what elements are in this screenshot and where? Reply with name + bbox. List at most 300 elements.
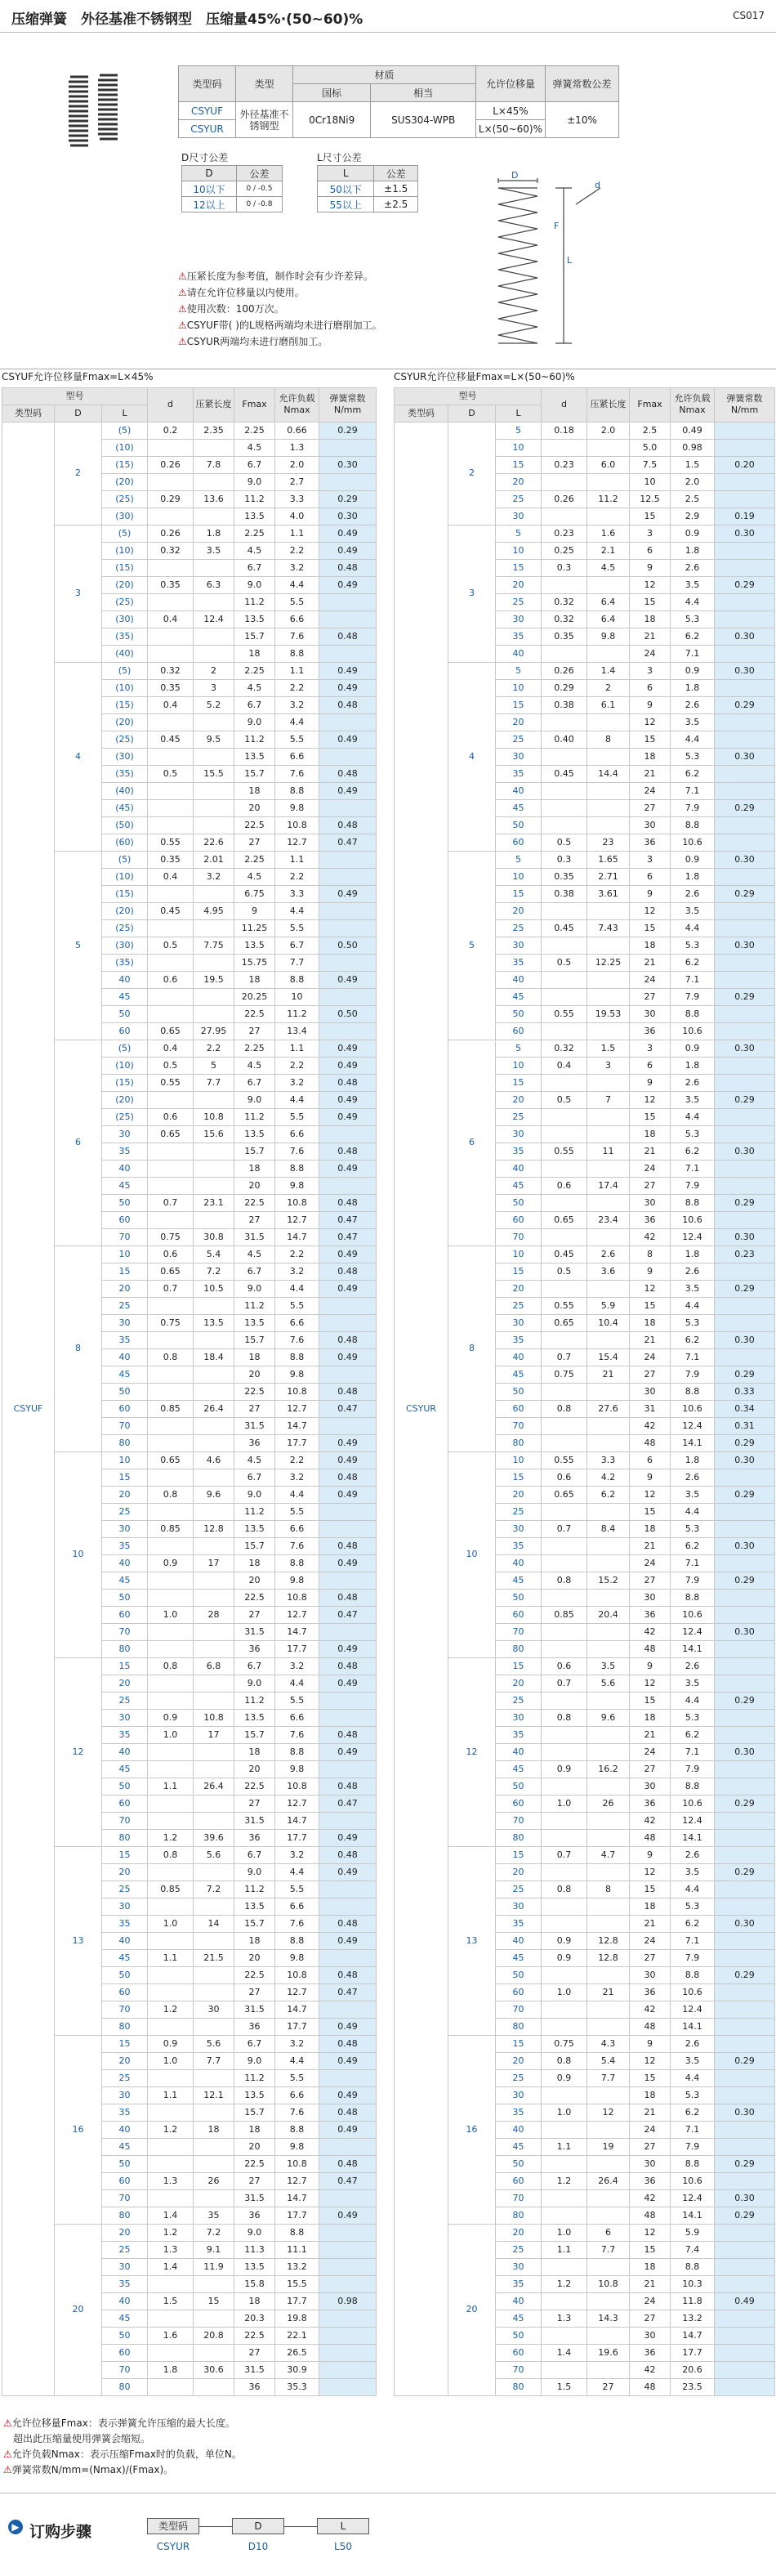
fmax-cell: 12 xyxy=(630,2052,671,2069)
nmax-cell: 5.3 xyxy=(671,1709,715,1726)
nmax-cell: 8.8 xyxy=(671,1778,715,1795)
spring-const-cell: 0.48 xyxy=(319,1966,377,1983)
wire-d-cell xyxy=(148,1623,194,1640)
wire-d-cell: 0.8 xyxy=(542,1881,587,1898)
nmax-cell: 7.9 xyxy=(671,1366,715,1383)
svg-text:F: F xyxy=(554,221,560,231)
spring-const-cell: 0.33 xyxy=(715,1383,775,1400)
fmax-cell: 15 xyxy=(630,1881,671,1898)
fmax-cell: 6.7 xyxy=(234,1657,275,1675)
solid-length-cell xyxy=(194,1983,234,2001)
csyur-table xyxy=(394,387,775,2396)
fmax-cell: 18 xyxy=(234,1743,275,1760)
d-tol-table xyxy=(181,165,283,212)
wire-d-cell: 0.7 xyxy=(542,1675,587,1692)
l-size-cell: 45 xyxy=(496,799,542,816)
solid-length-cell xyxy=(194,713,234,731)
l-size-cell: 70 xyxy=(102,1417,148,1434)
l-size-cell: (15) xyxy=(102,1074,148,1091)
l-tol-val: ±2.5 xyxy=(374,197,418,212)
fmax-cell: 42 xyxy=(630,1417,671,1434)
l-size-cell: 20 xyxy=(102,1280,148,1297)
wire-d-cell xyxy=(148,988,194,1005)
spring-const-cell xyxy=(715,1074,775,1091)
solid-length-cell: 2.01 xyxy=(194,851,234,868)
solid-length-cell: 26.4 xyxy=(194,1778,234,1795)
fmax-cell: 13.5 xyxy=(234,1898,275,1915)
fmax-cell: 27 xyxy=(630,1177,671,1194)
wire-d-cell xyxy=(148,1503,194,1520)
l-size-cell: 70 xyxy=(102,1623,148,1640)
spring-const-cell xyxy=(715,1263,775,1280)
wire-d-cell: 0.35 xyxy=(542,628,587,645)
l-tol-row: 55以上 xyxy=(318,197,374,212)
spring-const-cell xyxy=(715,1640,775,1657)
nmax-cell: 10.6 xyxy=(671,1795,715,1812)
l-size-cell: 30 xyxy=(102,2086,148,2104)
table-row xyxy=(395,2035,775,2052)
fmax-cell: 36 xyxy=(234,1829,275,1846)
nmax-cell: 8.8 xyxy=(671,2258,715,2275)
svg-text:L: L xyxy=(567,255,573,266)
l-size-cell: (5) xyxy=(102,851,148,868)
wire-d-cell: 1.1 xyxy=(148,1778,194,1795)
solid-length-cell: 15 xyxy=(194,2292,234,2310)
nmax-cell: 10.8 xyxy=(275,1383,319,1400)
nmax-cell: 5.5 xyxy=(275,1297,319,1314)
fmax-cell: 20 xyxy=(234,1177,275,1194)
l-size-cell: 25 xyxy=(496,1881,542,1898)
wire-d-cell: 0.8 xyxy=(148,1657,194,1675)
l-size-cell: 35 xyxy=(496,1915,542,1932)
l-size-cell: 20 xyxy=(496,1486,542,1503)
d-tol-title: D尺寸公差 xyxy=(181,152,229,163)
l-size-cell: 35 xyxy=(496,2275,542,2292)
wire-d-cell: 0.55 xyxy=(542,1297,587,1314)
l-size-cell: (10) xyxy=(102,542,148,559)
solid-length-cell: 12.8 xyxy=(194,1520,234,1537)
wire-d-cell: 0.38 xyxy=(542,696,587,713)
l-size-cell: 45 xyxy=(496,1572,542,1589)
solid-length-cell: 2 xyxy=(194,662,234,679)
l-size-cell: 30 xyxy=(496,937,542,954)
nmax-cell: 7.4 xyxy=(671,2241,715,2258)
nmax-cell: 7.6 xyxy=(275,765,319,782)
nmax-cell: 10.6 xyxy=(671,2172,715,2189)
l-size-cell: 15 xyxy=(102,1657,148,1675)
wire-d-cell: 1.0 xyxy=(542,2224,587,2241)
solid-length-cell: 23 xyxy=(587,834,630,851)
solid-length-cell: 5.4 xyxy=(587,2052,630,2069)
d-tol-h2: 公差 xyxy=(236,166,282,181)
th-solid: 压紧长度 xyxy=(587,388,630,423)
wire-d-cell: 0.9 xyxy=(148,2035,194,2052)
nmax-cell: 9.8 xyxy=(275,2138,319,2155)
spring-const-cell: 0.48 xyxy=(319,1074,377,1091)
nmax-cell: 3.3 xyxy=(275,490,319,508)
l-size-cell: 20 xyxy=(496,902,542,919)
th-k: 弹簧常数N/mm xyxy=(319,388,377,423)
l-size-cell: 50 xyxy=(496,2155,542,2172)
nmax-cell: 3.5 xyxy=(671,713,715,731)
nmax-cell: 2.6 xyxy=(671,696,715,713)
solid-length-cell: 2.6 xyxy=(587,1246,630,1263)
nmax-cell: 3.5 xyxy=(671,576,715,593)
l-size-cell: 60 xyxy=(496,2344,542,2361)
l-size-cell: 35 xyxy=(496,628,542,645)
l-size-cell: 25 xyxy=(496,1503,542,1520)
fmax-cell: 36 xyxy=(630,1606,671,1623)
wire-d-cell xyxy=(542,1589,587,1606)
wire-d-cell xyxy=(542,1623,587,1640)
nmax-cell: 7.1 xyxy=(671,1348,715,1366)
l-size-cell: 50 xyxy=(496,1194,542,1211)
spring-const-cell xyxy=(715,713,775,731)
fmax-cell: 15 xyxy=(630,731,671,748)
fmax-cell: 12 xyxy=(630,1091,671,1108)
spring-const-cell xyxy=(319,1949,377,1966)
l-size-cell: 35 xyxy=(102,1331,148,1348)
fmax-cell: 13.5 xyxy=(234,748,275,765)
spring-const-cell xyxy=(715,1348,775,1366)
spring-const-cell xyxy=(715,1949,775,1966)
nmax-cell: 5.5 xyxy=(275,1108,319,1125)
solid-length-cell xyxy=(587,2258,630,2275)
spring-const-cell: 0.49 xyxy=(319,1743,377,1760)
nmax-cell: 7.1 xyxy=(671,1160,715,1177)
l-size-cell: 60 xyxy=(102,1795,148,1812)
d-tol-row: 12以上 xyxy=(182,197,237,212)
wire-d-cell xyxy=(148,1091,194,1108)
fmax-cell: 21 xyxy=(630,1537,671,1554)
solid-length-cell: 6.8 xyxy=(194,1657,234,1675)
l-size-cell: 20 xyxy=(496,576,542,593)
l-size-cell: 10 xyxy=(496,868,542,885)
fmax-cell: 9.0 xyxy=(234,1675,275,1692)
l-size-cell: 80 xyxy=(102,2018,148,2035)
nmax-cell: 12.4 xyxy=(671,1228,715,1246)
fmax-cell: 3 xyxy=(630,851,671,868)
nmax-cell: 6.6 xyxy=(275,1709,319,1726)
solid-length-cell xyxy=(194,954,234,971)
l-size-cell: (5) xyxy=(102,1040,148,1057)
nmax-cell: 1.3 xyxy=(275,439,319,456)
th-solid: 压紧长度 xyxy=(194,388,234,423)
nmax-cell: 11.8 xyxy=(671,2292,715,2310)
wire-d-cell xyxy=(148,473,194,490)
spring-const-cell xyxy=(715,1057,775,1074)
nmax-cell: 5.5 xyxy=(275,593,319,610)
l-size-cell: 35 xyxy=(496,1331,542,1348)
fmax-cell: 27 xyxy=(234,834,275,851)
nmax-cell: 6.6 xyxy=(275,1898,319,1915)
solid-length-cell xyxy=(587,473,630,490)
l-size-cell: 5 xyxy=(496,525,542,542)
fmax-cell: 27 xyxy=(234,1211,275,1228)
fmax-cell: 11.2 xyxy=(234,593,275,610)
wire-d-cell: 0.65 xyxy=(148,1022,194,1040)
wire-d-cell xyxy=(148,2378,194,2395)
th-model: 型号 xyxy=(2,388,148,405)
solid-length-cell xyxy=(194,2310,234,2327)
nmax-cell: 7.1 xyxy=(671,782,715,799)
wire-d-cell: 0.8 xyxy=(542,1572,587,1589)
spring-const-cell xyxy=(715,542,775,559)
nmax-cell: 10.8 xyxy=(275,1589,319,1606)
nmax-cell: 9.8 xyxy=(275,1572,319,1589)
spring-const-cell xyxy=(715,1812,775,1829)
th-nmax: 允许负载Nmax xyxy=(275,388,319,423)
national-value: 0Cr18Ni9 xyxy=(293,102,371,138)
spring-const-cell xyxy=(319,748,377,765)
solid-length-cell xyxy=(587,1915,630,1932)
solid-length-cell: 5 xyxy=(194,1057,234,1074)
fmax-cell: 36 xyxy=(234,2378,275,2395)
fmax-cell: 30 xyxy=(630,1589,671,1606)
l-size-cell: (15) xyxy=(102,559,148,576)
wire-d-cell: 0.7 xyxy=(148,1280,194,1297)
solid-length-cell xyxy=(194,1572,234,1589)
solid-length-cell: 30.6 xyxy=(194,2361,234,2378)
solid-length-cell: 8 xyxy=(587,1881,630,1898)
d-size-cell: 12 xyxy=(55,1657,102,1846)
l-size-cell: 80 xyxy=(102,2207,148,2224)
wire-d-cell xyxy=(542,1503,587,1520)
l-size-cell: 40 xyxy=(102,1932,148,1949)
spring-const-cell: 0.30 xyxy=(715,628,775,645)
l-size-cell: 20 xyxy=(496,713,542,731)
solid-length-cell xyxy=(194,1692,234,1709)
fmax-cell: 42 xyxy=(630,1623,671,1640)
right-table-title: CSYUR允许位移量Fmax=L×(50~60)% xyxy=(394,371,575,382)
fmax-cell: 13.5 xyxy=(234,610,275,628)
nmax-cell: 0.9 xyxy=(671,851,715,868)
wire-d-cell: 1.0 xyxy=(542,2104,587,2121)
spring-const-cell xyxy=(319,2327,377,2344)
spring-const-cell xyxy=(715,1846,775,1863)
l-size-cell: 30 xyxy=(496,1125,542,1143)
l-size-cell: (15) xyxy=(102,456,148,473)
solid-length-cell: 9.1 xyxy=(194,2241,234,2258)
spring-const-cell xyxy=(715,1297,775,1314)
nmax-cell: 1.8 xyxy=(671,679,715,696)
fmax-cell: 31.5 xyxy=(234,1812,275,1829)
l-size-cell: 50 xyxy=(496,1383,542,1400)
l-size-cell: 40 xyxy=(496,1554,542,1572)
wire-d-cell xyxy=(148,816,194,834)
fmax-cell: 9 xyxy=(630,1846,671,1863)
wire-d-cell xyxy=(148,1898,194,1915)
wire-d-cell: 0.4 xyxy=(542,1057,587,1074)
l-size-cell: (10) xyxy=(102,679,148,696)
spring-const-cell: 0.34 xyxy=(715,1400,775,1417)
l-size-cell: 10 xyxy=(496,439,542,456)
page-header xyxy=(0,0,776,33)
l-size-cell: 30 xyxy=(496,2258,542,2275)
wire-d-cell: 1.6 xyxy=(148,2327,194,2344)
l-size-cell: 45 xyxy=(496,1760,542,1778)
fmax-cell: 36 xyxy=(630,1795,671,1812)
nmax-cell: 17.7 xyxy=(275,1434,319,1451)
table-row xyxy=(2,1846,377,1863)
solid-length-cell xyxy=(587,937,630,954)
solid-length-cell xyxy=(587,576,630,593)
solid-length-cell xyxy=(587,1434,630,1451)
solid-length-cell: 19.6 xyxy=(587,2344,630,2361)
fmax-cell: 22.5 xyxy=(234,1589,275,1606)
solid-length-cell xyxy=(587,1623,630,1640)
d-size-cell: 6 xyxy=(55,1040,102,1246)
l-size-cell: (25) xyxy=(102,1108,148,1125)
wire-d-cell: 0.35 xyxy=(148,679,194,696)
solid-length-cell: 10.8 xyxy=(587,2275,630,2292)
nmax-cell: 3.5 xyxy=(671,1091,715,1108)
solid-length-cell: 11.9 xyxy=(194,2258,234,2275)
solid-length-cell xyxy=(194,1932,234,1949)
nmax-cell: 10.6 xyxy=(671,1983,715,2001)
spring-const-cell: 0.49 xyxy=(319,1057,377,1074)
nmax-cell: 12.4 xyxy=(671,2001,715,2018)
l-size-cell: 60 xyxy=(102,1606,148,1623)
solid-length-cell: 7.7 xyxy=(194,2052,234,2069)
wire-d-cell: 0.23 xyxy=(542,456,587,473)
fmax-cell: 18 xyxy=(234,645,275,662)
l-size-cell: 45 xyxy=(496,1949,542,1966)
spring-const-cell: 0.49 xyxy=(319,731,377,748)
wire-d-cell xyxy=(148,2310,194,2327)
l-size-cell: 10 xyxy=(496,1246,542,1263)
wire-d-cell: 0.65 xyxy=(148,1125,194,1143)
spring-const-cell: 0.48 xyxy=(319,2104,377,2121)
th-d: d xyxy=(148,388,194,423)
fmax-cell: 30 xyxy=(630,2155,671,2172)
wire-d-cell: 0.7 xyxy=(542,1846,587,1863)
wire-d-cell: 0.26 xyxy=(542,662,587,679)
wire-d-cell: 0.9 xyxy=(148,1554,194,1572)
nmax-cell: 1.8 xyxy=(671,868,715,885)
th-D: D xyxy=(55,405,102,422)
l-size-cell: 70 xyxy=(496,2189,542,2207)
fmax-cell: 20 xyxy=(234,1572,275,1589)
spring-const-cell: 0.49 xyxy=(319,1160,377,1177)
spring-const-cell xyxy=(715,2344,775,2361)
spring-const-cell xyxy=(715,1022,775,1040)
fmax-cell: 27 xyxy=(630,2138,671,2155)
wire-d-cell: 0.55 xyxy=(542,1451,587,1469)
l-size-cell: 30 xyxy=(496,508,542,525)
type-code-cell: CSYUF xyxy=(2,422,55,2395)
spring-const-cell xyxy=(715,1589,775,1606)
fmax-cell: 5.0 xyxy=(630,439,671,456)
spring-const-cell: 0.29 xyxy=(715,988,775,1005)
fmax-cell: 27 xyxy=(234,1400,275,1417)
wire-d-cell: 0.9 xyxy=(542,1760,587,1778)
solid-length-cell: 23.1 xyxy=(194,1194,234,1211)
solid-length-cell xyxy=(194,2018,234,2035)
nmax-cell: 22.1 xyxy=(275,2327,319,2344)
l-size-cell: 50 xyxy=(102,1383,148,1400)
l-size-cell: 70 xyxy=(496,2001,542,2018)
solid-length-cell: 10.5 xyxy=(194,1280,234,1297)
fmax-cell: 21 xyxy=(630,1331,671,1348)
solid-length-cell xyxy=(587,1692,630,1709)
nmax-cell: 4.4 xyxy=(275,1091,319,1108)
nmax-cell: 1.8 xyxy=(671,1246,715,1263)
solid-length-cell: 14.4 xyxy=(587,765,630,782)
wire-d-cell xyxy=(542,2327,587,2344)
fmax-cell: 31.5 xyxy=(234,1623,275,1640)
spring-const-cell: 0.29 xyxy=(715,1366,775,1383)
wire-d-cell xyxy=(148,2189,194,2207)
wire-d-cell xyxy=(542,1228,587,1246)
l-size-cell: 20 xyxy=(496,1863,542,1881)
wire-d-cell: 0.29 xyxy=(148,490,194,508)
table-row xyxy=(395,662,775,679)
wire-d-cell: 0.9 xyxy=(542,1949,587,1966)
nmax-cell: 10.3 xyxy=(671,2275,715,2292)
nmax-cell: 12.7 xyxy=(275,2172,319,2189)
fmax-cell: 15 xyxy=(630,1503,671,1520)
solid-length-cell xyxy=(194,2275,234,2292)
nmax-cell: 8.8 xyxy=(275,2121,319,2138)
spring-const-cell: 0.49 xyxy=(319,782,377,799)
fmax-cell: 12 xyxy=(630,1863,671,1881)
nmax-cell: 1.1 xyxy=(275,1040,319,1057)
nmax-cell: 8.8 xyxy=(671,1194,715,1211)
th-type: 类型码 xyxy=(395,405,448,422)
spring-const-cell: 0.49 xyxy=(319,971,377,988)
wire-d-cell: 0.25 xyxy=(542,542,587,559)
solid-length-cell: 35 xyxy=(194,2207,234,2224)
wire-d-cell: 0.9 xyxy=(542,1932,587,1949)
wire-d-cell: 1.4 xyxy=(148,2258,194,2275)
wire-d-cell: 0.4 xyxy=(148,610,194,628)
wire-d-cell xyxy=(542,902,587,919)
l-size-cell: 80 xyxy=(496,2018,542,2035)
l-size-cell: (60) xyxy=(102,834,148,851)
wire-d-cell: 0.8 xyxy=(148,1846,194,1863)
fmax-cell: 12 xyxy=(630,1675,671,1692)
fmax-cell: 13.5 xyxy=(234,2258,275,2275)
l-tol-val: ±1.5 xyxy=(374,181,418,197)
nmax-cell: 6.2 xyxy=(671,1726,715,1743)
l-size-cell: 20 xyxy=(496,2224,542,2241)
l-size-cell: 30 xyxy=(496,1898,542,1915)
wire-d-cell: 0.45 xyxy=(542,1246,587,1263)
fmax-cell: 24 xyxy=(630,1554,671,1572)
fmax-cell: 11.2 xyxy=(234,1692,275,1709)
allow-csyur: L×(50~60)% xyxy=(475,120,545,138)
nmax-cell: 6.2 xyxy=(671,2104,715,2121)
fmax-cell: 27 xyxy=(234,1022,275,1040)
nmax-cell: 5.9 xyxy=(671,2224,715,2241)
solid-length-cell: 6.4 xyxy=(587,593,630,610)
table-row xyxy=(2,851,377,868)
nmax-cell: 14.7 xyxy=(275,1623,319,1640)
solid-length-cell xyxy=(587,1863,630,1881)
spring-const-cell: 0.49 xyxy=(319,662,377,679)
l-size-cell: 35 xyxy=(102,1915,148,1932)
spring-const-cell: 0.48 xyxy=(319,1263,377,1280)
solid-length-cell: 19 xyxy=(587,2138,630,2155)
wire-d-cell xyxy=(148,748,194,765)
wire-d-cell xyxy=(542,1383,587,1400)
solid-length-cell: 16.2 xyxy=(587,1760,630,1778)
nmax-cell: 5.3 xyxy=(671,1898,715,1915)
wire-d-cell xyxy=(148,954,194,971)
bottom-notes xyxy=(3,2416,242,2478)
spring-const-cell: 0.30 xyxy=(715,2104,775,2121)
